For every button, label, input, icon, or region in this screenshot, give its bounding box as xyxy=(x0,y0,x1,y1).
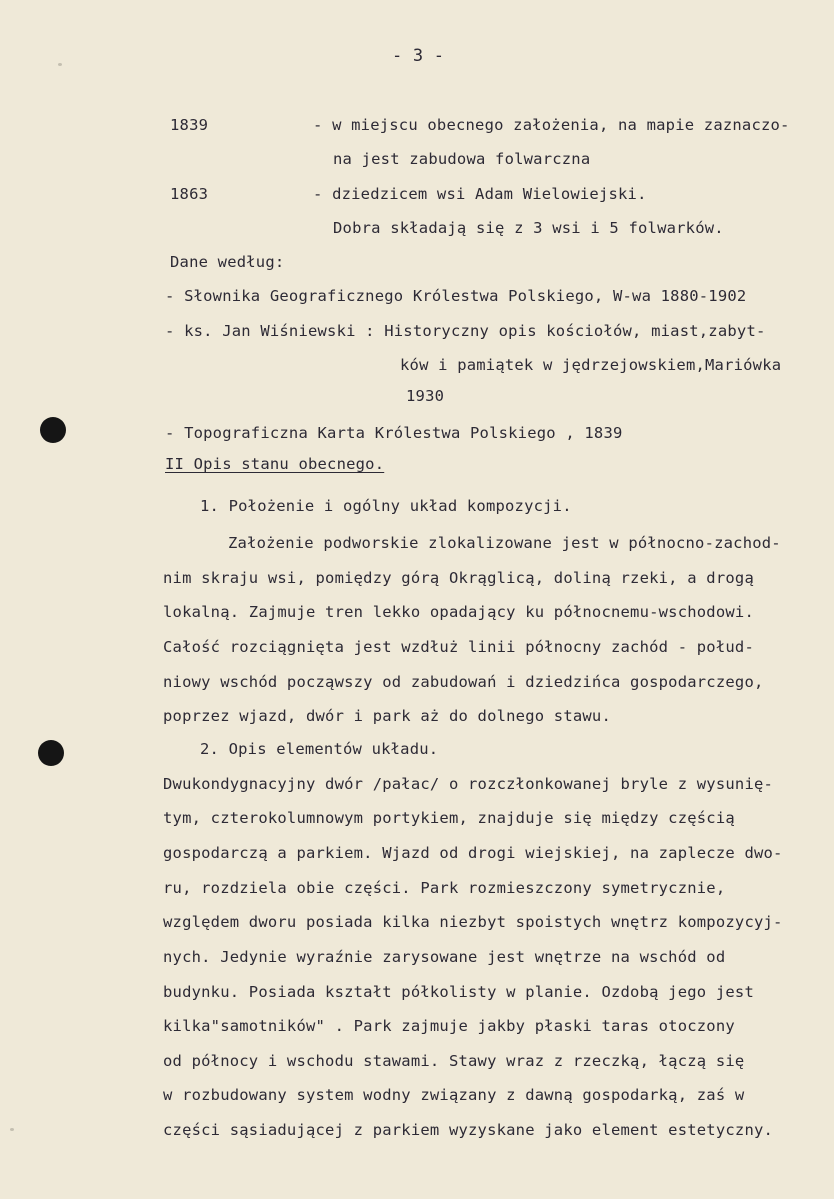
subsection-title: 2. Opis elementów układu. xyxy=(200,740,439,758)
paragraph-line: nych. Jedynie wyraźnie zarysowane jest wnętrze na wschód od xyxy=(163,948,726,966)
paragraph-line: ru, rozdziela obie części. Park rozmieszczony symetrycznie, xyxy=(163,879,726,897)
paragraph-line: tym, czterokolumnowym portykiem, znajduje się między częścią xyxy=(163,809,735,827)
subsection-title: 1. Położenie i ogólny układ kompozycji. xyxy=(200,497,572,515)
source-item: - Słownika Geograficznego Królestwa Polskiego, W-wa 1880-1902 xyxy=(165,287,747,305)
section-title: II Opis stanu obecnego. xyxy=(165,455,385,473)
history-text: Dobra składają się z 3 wsi i 5 folwarków. xyxy=(333,219,724,237)
sources-heading: Dane według: xyxy=(170,253,285,271)
history-text: - w miejscu obecnego założenia, na mapie zaznaczo- xyxy=(313,116,790,134)
history-text: na jest zabudowa folwarczna xyxy=(333,150,591,168)
punch-hole-top xyxy=(40,417,66,443)
paragraph-line: od północy i wschodu stawami. Stawy wraz z rzeczką, łączą się xyxy=(163,1052,745,1070)
paragraph-line: niowy wschód począwszy od zabudowań i dziedzińca gospodarczego, xyxy=(163,673,764,691)
page-number: - 3 - xyxy=(392,46,445,66)
paragraph-line: poprzez wjazd, dwór i park aż do dolnego stawu. xyxy=(163,707,611,725)
history-year: 1839 xyxy=(170,116,209,134)
paragraph-line: w rozbudowany system wodny związany z dawną gospodarką, zaś w xyxy=(163,1086,745,1104)
history-text: - dziedzicem wsi Adam Wielowiejski. xyxy=(313,185,647,203)
paper-spot xyxy=(10,1128,14,1131)
paragraph-line: względem dworu posiada kilka niezbyt spoistych wnętrz kompozycyj- xyxy=(163,913,783,931)
source-item: - ks. Jan Wiśniewski : Historyczny opis kościołów, miast,zabyt- xyxy=(165,322,766,340)
source-item: 1930 xyxy=(406,387,445,405)
history-year: 1863 xyxy=(170,185,209,203)
punch-hole-bottom xyxy=(38,740,64,766)
source-item: - Topograficzna Karta Królestwa Polskiego , 1839 xyxy=(165,424,623,442)
paragraph-line: budynku. Posiada kształt półkolisty w planie. Ozdobą jego jest xyxy=(163,983,754,1001)
source-item: ków i pamiątek w jędrzejowskiem,Mariówka xyxy=(400,356,782,374)
paper-spot xyxy=(58,63,62,66)
paragraph-line: Dwukondygnacyjny dwór /pałac/ o rozczłonkowanej bryle z wysunię- xyxy=(163,775,774,793)
paragraph-line: części sąsiadującej z parkiem wyzyskane jako element estetyczny. xyxy=(163,1121,774,1139)
paragraph-line: nim skraju wsi, pomiędzy górą Okrąglicą, doliną rzeki, a drogą xyxy=(163,569,754,587)
paragraph-line: kilka"samotników" . Park zajmuje jakby płaski taras otoczony xyxy=(163,1017,735,1035)
paragraph-line: Założenie podworskie zlokalizowane jest w północno-zachod- xyxy=(228,534,781,552)
paragraph-line: Całość rozciągnięta jest wzdłuż linii północny zachód - połud- xyxy=(163,638,754,656)
paragraph-line: gospodarczą a parkiem. Wjazd od drogi wiejskiej, na zaplecze dwo- xyxy=(163,844,783,862)
paragraph-line: lokalną. Zajmuje tren lekko opadający ku północnemu-wschodowi. xyxy=(163,603,754,621)
